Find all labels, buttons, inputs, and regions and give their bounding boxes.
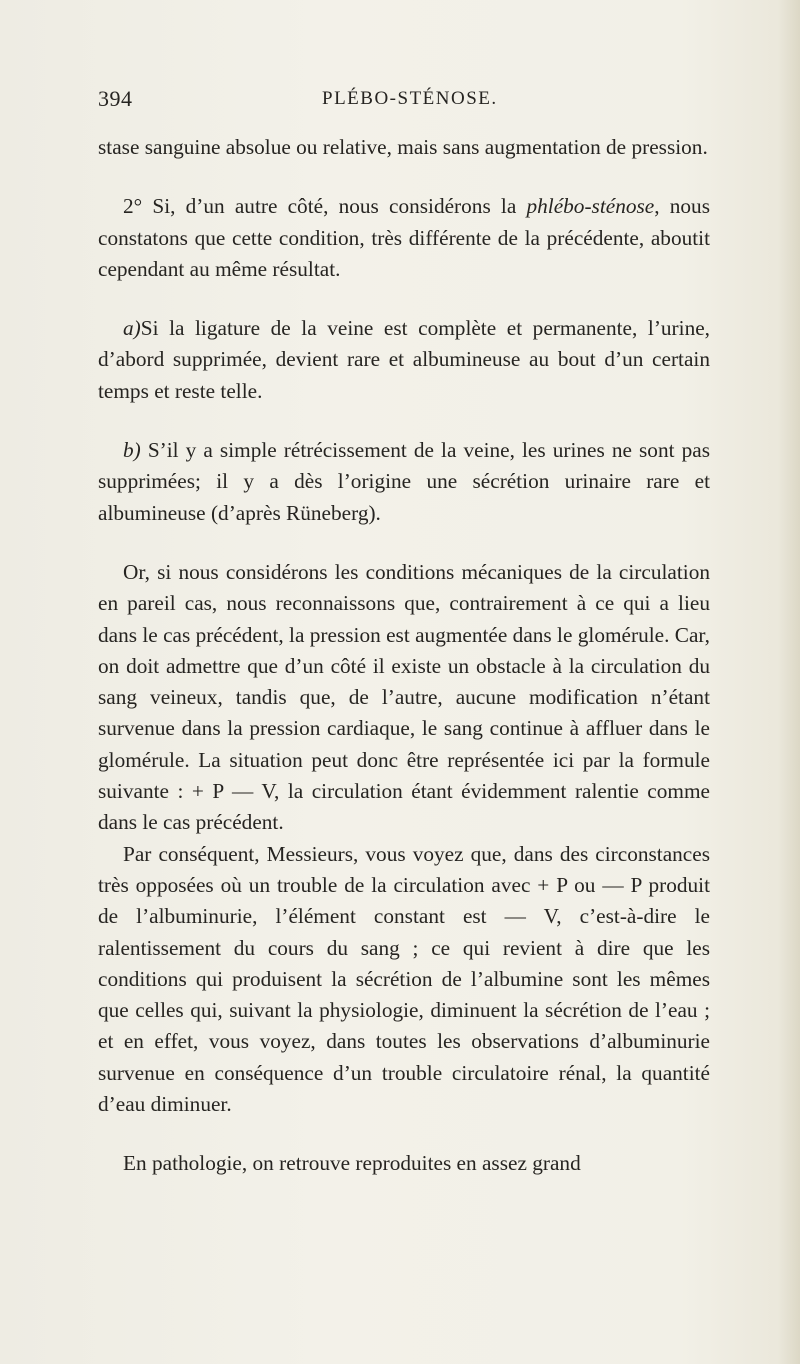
paragraph-2-term: phlébo-sténose — [526, 194, 655, 219]
running-title: PLÉBO-STÉNOSE. — [322, 88, 498, 109]
paragraph-3-label: a) — [123, 316, 141, 341]
paragraph-2-text-before: 2° Si, d’un autre côté, nous considérons la — [123, 194, 527, 219]
page-number: 394 — [98, 86, 133, 111]
paragraph-3-text: Si la ligature de la veine est complète et permanente, l’urine, d’abord supprimée, devient rare et albumineuse au bout d’un certain temps et reste telle. — [98, 316, 710, 403]
paragraph-2 — [98, 191, 710, 285]
paragraph-3 — [98, 313, 710, 407]
page-edge-shadow — [778, 0, 800, 1364]
paragraph-7-text: En pathologie, on retrouve reproduites en assez grand — [123, 1151, 581, 1176]
paragraph-4 — [98, 435, 710, 529]
paragraph-4-text: S’il y a simple rétrécissement de la veine, les urines ne sont pas supprimées; il y a dès l’origine une sécrétion urinaire rare et albumineuse (d’après Rüneberg). — [98, 438, 710, 525]
paragraph-6-text: Par conséquent, Messieurs, vous voyez que, dans des circonstances très opposées où un trouble de la circulation avec + P ou — P produit de l’albuminurie, l’élément constant est — V, c’est-à-dire le ralentissement du cours du sang ; ce qui revient à dire que les conditions qui produisent la sécrétion de l’albumine sont les mêmes que celles qui, suivant la physiologie, diminuent la sécrétion de l’eau ; et en effet, vous voyez, dans toutes les observations d’albuminurie survenue en conséquence d’un trouble circulatoire rénal, la quantité d’eau diminuer. — [98, 841, 710, 1117]
body-text — [98, 132, 710, 1180]
paragraph-2-text-after: , nous constatons que cette condition, très différente de la précédente, aboutit cependant au même résultat. — [98, 194, 710, 281]
paragraph-6 — [98, 839, 710, 1121]
paragraph-5-text: Or, si nous considérons les conditions mécaniques de la circulation en pareil cas, nous reconnaissons que, contrairement à ce qui a lieu dans le cas précédent, la pression est augmentée dans le glomérule. Car, on doit admettre que d’un côté il existe un obstacle à la circulation du sang veineux, tandis que, de l’autre, aucune modification n’étant survenue dans la pression cardiaque, le sang continue à affluer dans le glomérule. La situation peut donc être représentée ici par la formule suivante : + P — V, la circulation étant évidemment ralentie comme dans le cas précédent. — [98, 559, 710, 835]
paragraph-1 — [98, 132, 710, 163]
page-header — [98, 86, 728, 116]
paragraph-5 — [98, 557, 710, 839]
paragraph-1-text: stase sanguine absolue ou relative, mais sans augmentation de pression. — [98, 135, 708, 159]
paragraph-4-label: b) — [123, 438, 141, 463]
paragraph-7 — [98, 1148, 710, 1179]
